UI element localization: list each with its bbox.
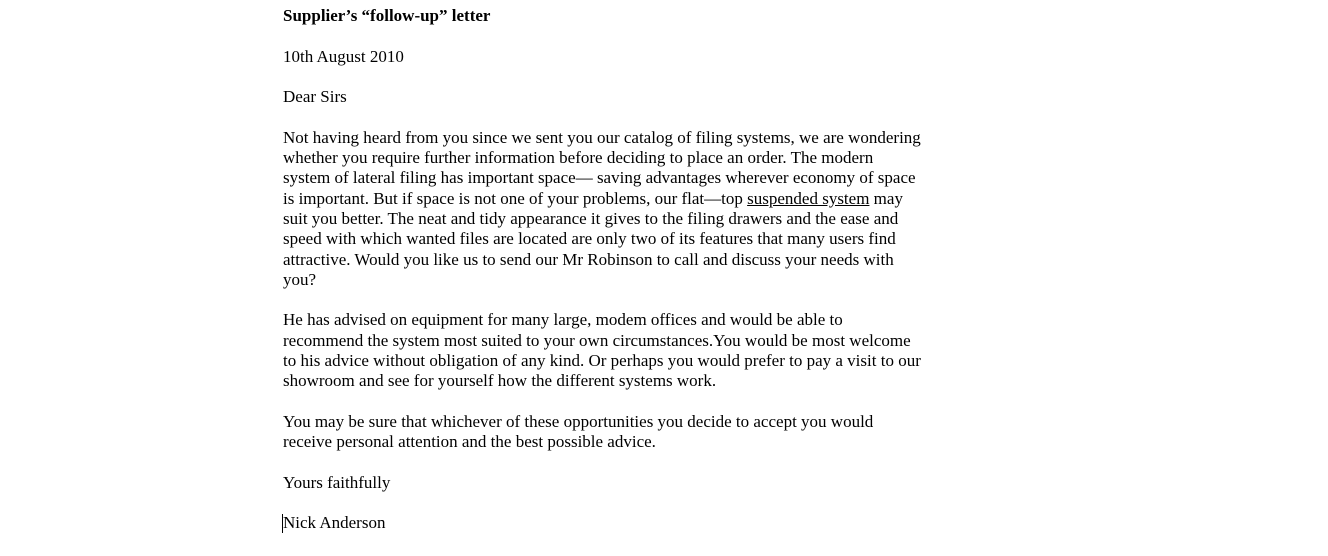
letter-body xyxy=(283,6,963,534)
text-line: to his advice without obligation of any kind. Or perhaps you would prefer to pay a visit to our xyxy=(283,351,921,371)
signature-name: Nick Anderson xyxy=(283,513,386,533)
text-line: you? xyxy=(283,269,317,289)
text-line: recommend the system most suited to your own circumstances.You would be most welcome xyxy=(283,330,911,350)
text-line: system of lateral filing has important space— saving advantages wherever economy of space xyxy=(283,168,916,188)
text-cursor xyxy=(282,514,283,533)
text-line: attractive. Would you like us to send our Mr Robinson to call and discuss your needs with xyxy=(283,249,894,269)
text-segment: is important. But if space is not one of your problems, our flat—top xyxy=(283,188,748,208)
text-line: You may be sure that whichever of these opportunities you decide to accept you would xyxy=(283,411,874,431)
paragraph-1 xyxy=(283,128,963,290)
paragraph-3 xyxy=(283,412,963,453)
signature-line[interactable] xyxy=(283,513,963,533)
underlined-term: suspended system xyxy=(747,188,870,208)
text-line: suit you better. The neat and tidy appearance it gives to the filing drawers and the ease and xyxy=(283,208,899,228)
closing: Yours faithfully xyxy=(283,472,391,492)
text-line: whether you require further information before deciding to place an order. The modern xyxy=(283,148,874,168)
text-line: showroom and see for yourself how the different systems work. xyxy=(283,371,717,391)
text-line: Not having heard from you since we sent you our catalog of filing systems, we are wondering xyxy=(283,127,921,147)
letter-title: Supplier’s “follow-up” letter xyxy=(283,6,491,25)
salutation: Dear Sirs xyxy=(283,87,347,107)
text-line: He has advised on equipment for many large, modem offices and would be able to xyxy=(283,310,843,330)
letter-date: 10th August 2010 xyxy=(283,46,404,66)
text-segment: may xyxy=(869,188,903,208)
text-line: speed with which wanted files are located are only two of its features that many users find xyxy=(283,229,896,249)
text-line xyxy=(283,189,963,209)
paragraph-2 xyxy=(283,310,963,391)
text-line: receive personal attention and the best possible advice. xyxy=(283,432,656,452)
